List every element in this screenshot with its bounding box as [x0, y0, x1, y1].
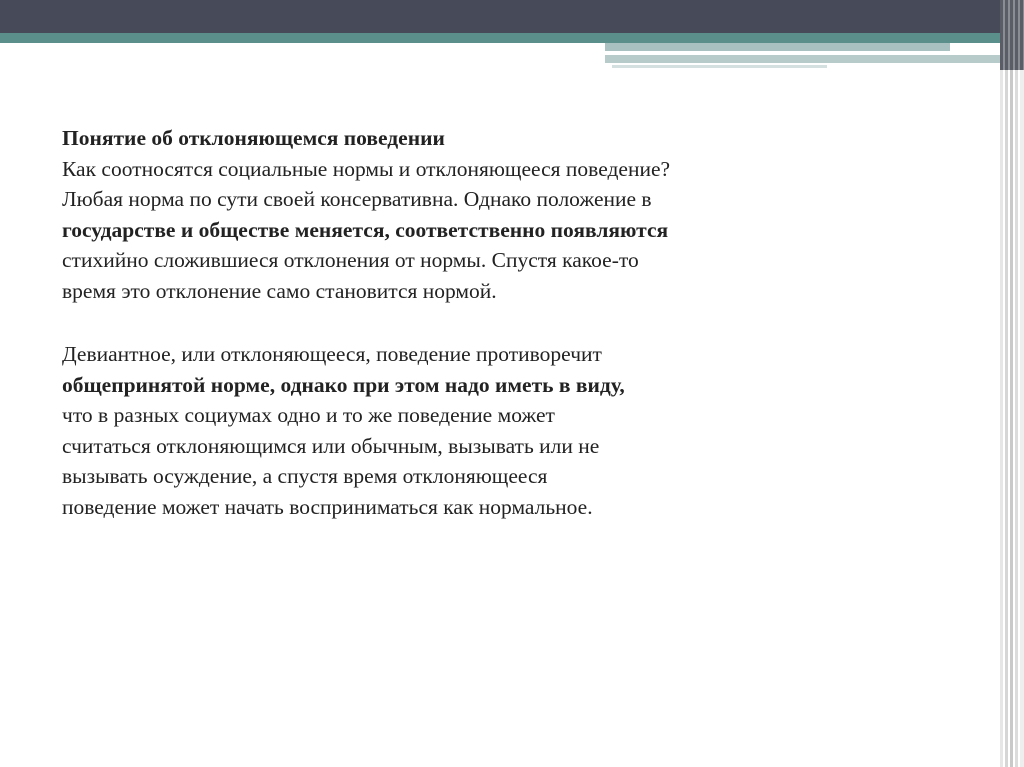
edge-stripe — [1000, 0, 1003, 767]
text-line: стихийно сложившиеся отклонения от нормы. Спустя какое-то — [62, 248, 639, 272]
edge-stripe-top — [1000, 0, 1024, 70]
slide-heading: Понятие об отклоняющемся поведении — [62, 126, 445, 150]
text-line: считаться отклоняющимся или обычным, вызывать или не — [62, 433, 600, 458]
edge-stripe — [1010, 0, 1013, 767]
header-light-band — [605, 43, 950, 51]
text-line: вызывать осуждение, а спустя время отклоняющееся — [62, 464, 548, 488]
header-light-band — [612, 65, 827, 68]
text-line-bold: государстве и обществе меняется, соответственно появляются — [62, 217, 669, 242]
edge-stripe — [1020, 0, 1024, 767]
text-line: что в разных социумах одно и то же поведение может — [62, 403, 555, 427]
text-line: Как соотносятся социальные нормы и отклоняющееся поведение? — [62, 156, 671, 181]
slide-content — [62, 123, 882, 522]
edge-stripe — [1005, 0, 1008, 767]
right-edge-decoration — [1000, 0, 1024, 767]
header-light-band — [605, 55, 1000, 63]
text-line: время это отклонение само становится нормой. — [62, 278, 497, 303]
paragraph-1 — [62, 123, 882, 306]
header-accent-band — [0, 33, 1004, 43]
text-line: Любая норма по сути своей консервативна. Однако положение в — [62, 187, 652, 211]
edge-stripe — [1015, 0, 1018, 767]
header-bar — [0, 0, 1024, 33]
paragraph-2 — [62, 339, 882, 522]
text-line: Девиантное, или отклоняющееся, поведение противоречит — [62, 342, 602, 366]
text-line: поведение может начать восприниматься как нормальное. — [62, 494, 593, 519]
text-line-bold: общепринятой норме, однако при этом надо иметь в виду, — [62, 372, 625, 397]
